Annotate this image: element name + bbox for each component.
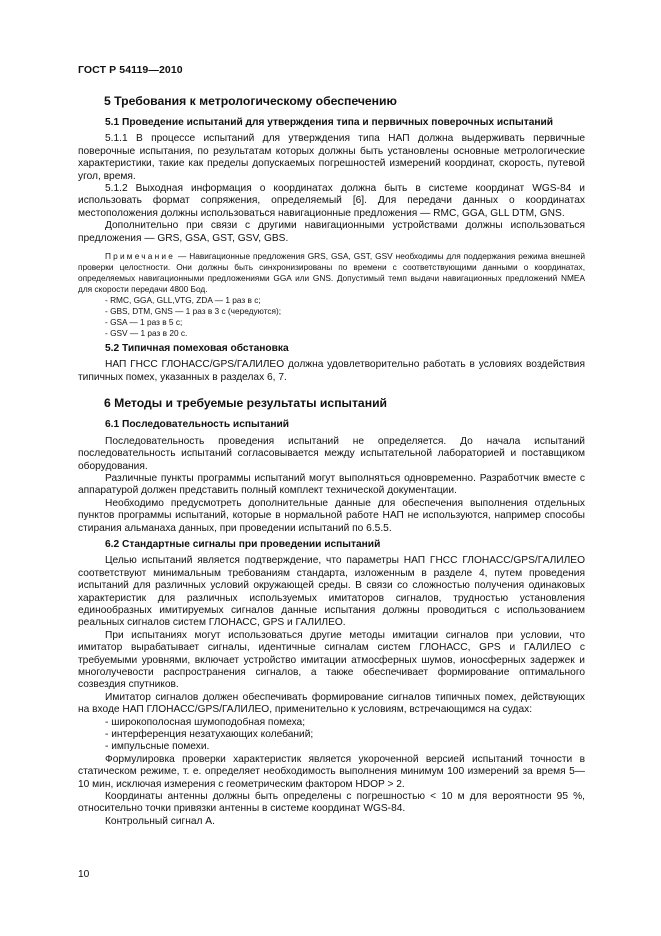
paragraph-6-1-c: Необходимо предусмотреть дополнительные данные для обеспечения выполнения отдельных пунктов программы испытаний, которые в нормальной работе НАП не используются, например способы стирания альманаха данных, при проведении испытаний по 6.5.5.: [78, 497, 585, 534]
list-item: - импульсные помехи.: [105, 741, 210, 753]
section-5-title: 5 Требования к метрологическому обеспечению: [104, 94, 397, 108]
list-item: - GSA — 1 раз в 5 с;: [105, 317, 183, 328]
list-item: - RMC, GGA, GLL,VTG, ZDA — 1 раз в с;: [105, 295, 261, 306]
paragraph-6-2-c: Имитатор сигналов должен обеспечивать формирование сигналов типичных помех, действующих на входе НАП ГЛОНАСС/GPS/ГАЛИЛЕО, применительно к условиям, встречающимся на судах:: [78, 691, 585, 716]
section-6-1-title: 6.1 Последовательность испытаний: [105, 419, 290, 431]
paragraph-5-1-2: 5.1.2 Выходная информация о координатах должна быть в системе координат WGS-84 и использовать формат сопряжения, определяемый [6]. Для передачи данных о координатах местоположения должны использоваться навигационные предложения — RMC, GGA, GLL DTM, GNS.: [78, 183, 585, 219]
paragraph-6-2-f: Контрольный сигнал А.: [105, 815, 215, 827]
paragraph-6-1-a: Последовательность проведения испытаний не определяется. До начала испытаний последовательность испытаний согласовывается между испытательной лабораторией и поставщиком оборудования.: [78, 435, 585, 472]
paragraph-6-1-b: Различные пункты программы испытаний могут выполняться одновременно. Разработчик вместе с аппаратурой должен представить полный комплект технической документации.: [78, 472, 585, 497]
paragraph-additional: Дополнительно при связи с другими навигационными устройствами должны использоваться предложения — GRS, GSA, GST, GSV, GBS.: [78, 220, 585, 244]
page-number: 10: [78, 869, 90, 880]
section-5-2-title: 5.2 Типичная помеховая обстановка: [105, 343, 289, 355]
paragraph-6-2-b: При испытаниях могут использоваться другие методы имитации сигналов при условии, что имитатор вырабатывает сигналы, идентичные сигналам систем ГЛОНАСС, GPS и ГАЛИЛЕО с требуемыми уровнями, включает устройство имитации атмосферных шумов, ионосферных задержек и многолучевости распространения сигналов, а также обеспечивает формирование оптимального созвездия спутников.: [78, 629, 585, 691]
note: [78, 251, 585, 295]
paragraph-6-2-a: Целью испытаний является подтверждение, что параметры НАП ГНСС ГЛОНАСС/GPS/ГАЛИЛЕО соответствуют минимальным требованиям стандарта, изложенным в разделе 4, путем проведения испытаний для различных условий окружающей среды. В связи со сложностью получения одинаковых характеристик для различных используемых имитаторов сигналов, трудностью установления единообразных имитируемых сигналов данные испытания должны проводиться с использованием реальных сигналов систем ГЛОНАСС, GPS и ГАЛИЛЕО.: [78, 555, 585, 629]
section-6-2-title: 6.2 Стандартные сигналы при проведении испытаний: [105, 538, 381, 550]
rate-list: [78, 295, 585, 339]
paragraph-6-2-e: Координаты антенны должны быть определены с погрешностью < 10 м для вероятности 95 %, относительно точки привязки антенны в системе координат WGS-84.: [78, 791, 585, 815]
note-text: — Навигационные предложения GRS, GSA, GST, GSV необходимы для поддержания режима внешней проверки целостности. Они должны быть синхронизированы по времени с соответствующими данными о координатах, определяемых навигационными предложениями GGA или GNS. Допустимый темп выдачи навигационных предложений NMEA для скорости передачи 4800 Бод.: [78, 251, 585, 295]
note-label: Примечание: [105, 251, 176, 262]
list-item: - широкополосная шумоподобная помеха;: [105, 716, 306, 728]
list-item: - интерференция незатухающих колебаний;: [105, 729, 314, 741]
list-item: - GBS, DTM, GNS — 1 раз в 3 с (чередуются);: [105, 306, 282, 317]
section-5-1-title: 5.1 Проведение испытаний для утверждения типа и первичных поверочных испытаний: [105, 117, 554, 128]
list-item: - GSV — 1 раз в 20 с.: [105, 328, 188, 339]
paragraph-5-2: НАП ГНСС ГЛОНАСС/GPS/ГАЛИЛЕО должна удовлетворительно работать в условиях воздействия типичных помех, указанных в разделах 6, 7.: [78, 359, 585, 383]
page-header: ГОСТ Р 54119—2010: [78, 64, 183, 76]
paragraph-6-2-d: Формулировка проверки характеристик является укороченной версией испытаний точности в статическом режиме, т. е. определяет необходимость выполнения минимум 100 измерений за время 5—10 мин, исключая измерения с геометрическим фактором HDOP > 2.: [78, 753, 585, 790]
paragraph-5-1-1: 5.1.1 В процессе испытаний для утверждения типа НАП должна выдерживать первичные поверочные испытания, по результатам которых должны быть установлены основные метрологические характеристики, такие как пределы допускаемых погрешностей измерений координат, скорость, путевой угол, время.: [78, 133, 585, 182]
page-content: [78, 94, 585, 828]
section-6-title: 6 Методы и требуемые результаты испытаний: [104, 396, 388, 411]
